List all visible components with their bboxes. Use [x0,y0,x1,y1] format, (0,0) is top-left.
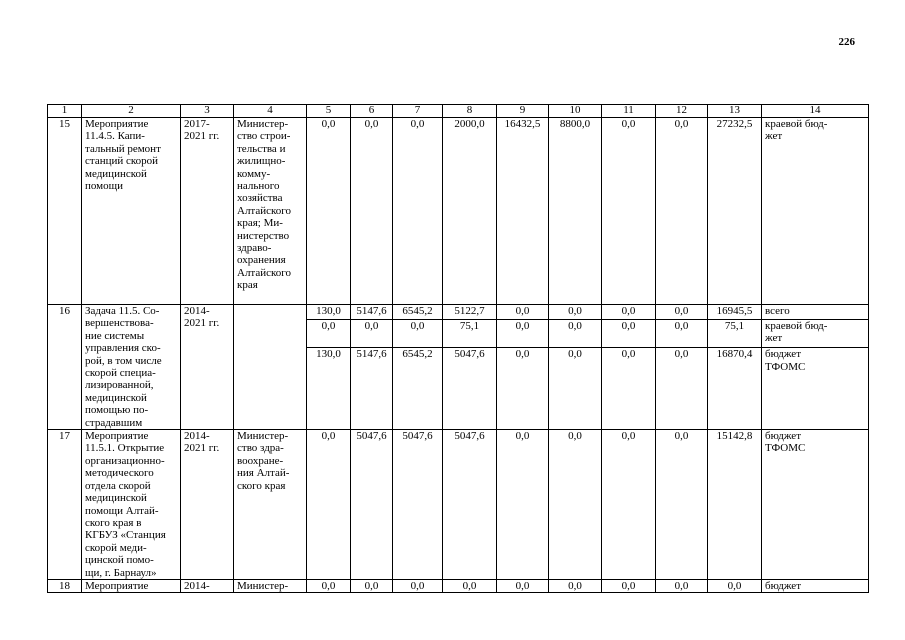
value-cell: 0,0 [307,319,351,348]
value-cell: 8800,0 [549,118,602,305]
funding-source: бюджет [762,579,869,592]
value-cell: 0,0 [656,579,708,592]
value-cell: 0,0 [443,579,497,592]
value-cell: 0,0 [549,579,602,592]
column-header: 5 [307,105,351,118]
value-cell: 0,0 [549,348,602,430]
value-cell: 0,0 [602,118,656,305]
value-cell: 0,0 [656,430,708,580]
value-cell: 5047,6 [351,430,393,580]
column-header: 10 [549,105,602,118]
total-cell: 16945,5 [708,305,762,320]
value-cell: 0,0 [602,319,656,348]
value-cell: 0,0 [656,118,708,305]
total-cell: 0,0 [708,579,762,592]
table-row [48,430,869,580]
value-cell: 0,0 [497,348,549,430]
program-activities-table [47,104,869,593]
value-cell: 0,0 [497,430,549,580]
activity-name: Мероприятие [82,579,181,592]
period: 2017- 2021 гг. [181,118,234,305]
value-cell: 0,0 [497,579,549,592]
funding-source: бюджет ТФОМС [762,348,869,430]
value-cell: 0,0 [497,305,549,320]
value-cell: 5047,6 [443,430,497,580]
value-cell: 0,0 [351,118,393,305]
row-number: 15 [48,118,82,305]
row-number: 16 [48,305,82,430]
value-cell: 0,0 [393,319,443,348]
total-cell: 16870,4 [708,348,762,430]
value-cell: 75,1 [443,319,497,348]
column-header: 13 [708,105,762,118]
row-number: 17 [48,430,82,580]
value-cell: 130,0 [307,348,351,430]
value-cell: 130,0 [307,305,351,320]
value-cell: 0,0 [497,319,549,348]
value-cell: 0,0 [307,430,351,580]
value-cell: 6545,2 [393,348,443,430]
column-header: 2 [82,105,181,118]
total-cell: 15142,8 [708,430,762,580]
value-cell: 0,0 [351,579,393,592]
value-cell: 5047,6 [443,348,497,430]
column-header: 1 [48,105,82,118]
activity-name: Мероприятие 11.4.5. Капи- тальный ремонт станций скорой медицинской помощи [82,118,181,305]
value-cell: 0,0 [549,305,602,320]
column-header: 14 [762,105,869,118]
column-number-row [48,105,869,118]
value-cell: 0,0 [351,319,393,348]
table-row [48,118,869,305]
executor: Министер- ство здра- воохране- ния Алтай- ского края [234,430,307,580]
funding-source: всего [762,305,869,320]
column-header: 8 [443,105,497,118]
value-cell: 5147,6 [351,305,393,320]
column-header: 9 [497,105,549,118]
value-cell: 0,0 [602,430,656,580]
value-cell: 0,0 [393,118,443,305]
executor: Министер- ство строи- тельства и жилищно- комму- нального хозяйства Алтайского края; Ми- нистерство здраво- охранения Алтайского края [234,118,307,305]
funding-source: краевой бюд- жет [762,319,869,348]
value-cell: 5122,7 [443,305,497,320]
column-header: 12 [656,105,708,118]
value-cell: 0,0 [602,348,656,430]
value-cell: 0,0 [393,579,443,592]
value-cell: 5147,6 [351,348,393,430]
activity-name: Задача 11.5. Со- вершенствова- ние системы управления ско- рой, в том числе скорой специа- лизированной, медицинской помощью по- страдавшим [82,305,181,430]
page-number: 226 [838,36,855,48]
period: 2014- [181,579,234,592]
column-header: 7 [393,105,443,118]
period: 2014- 2021 гг. [181,305,234,430]
value-cell: 5047,6 [393,430,443,580]
value-cell: 0,0 [307,118,351,305]
total-cell: 27232,5 [708,118,762,305]
funding-source: бюджет ТФОМС [762,430,869,580]
executor [234,305,307,430]
column-header: 3 [181,105,234,118]
period: 2014- 2021 гг. [181,430,234,580]
value-cell: 0,0 [656,319,708,348]
value-cell: 0,0 [656,348,708,430]
column-header: 4 [234,105,307,118]
value-cell: 0,0 [602,305,656,320]
value-cell: 0,0 [307,579,351,592]
table-row [48,305,869,320]
funding-source: краевой бюд- жет [762,118,869,305]
executor: Министер- [234,579,307,592]
row-number: 18 [48,579,82,592]
value-cell: 0,0 [549,430,602,580]
column-header: 6 [351,105,393,118]
value-cell: 0,0 [656,305,708,320]
value-cell: 0,0 [549,319,602,348]
total-cell: 75,1 [708,319,762,348]
value-cell: 2000,0 [443,118,497,305]
column-header: 11 [602,105,656,118]
value-cell: 6545,2 [393,305,443,320]
table-row [48,579,869,592]
value-cell: 16432,5 [497,118,549,305]
value-cell: 0,0 [602,579,656,592]
activity-name: Мероприятие 11.5.1. Открытие организационно- методического отдела скорой медицинской помощи Алтай- ского края в КГБУЗ «Станция скорой меди- цинской помо- щи, г. Барнаул» [82,430,181,580]
